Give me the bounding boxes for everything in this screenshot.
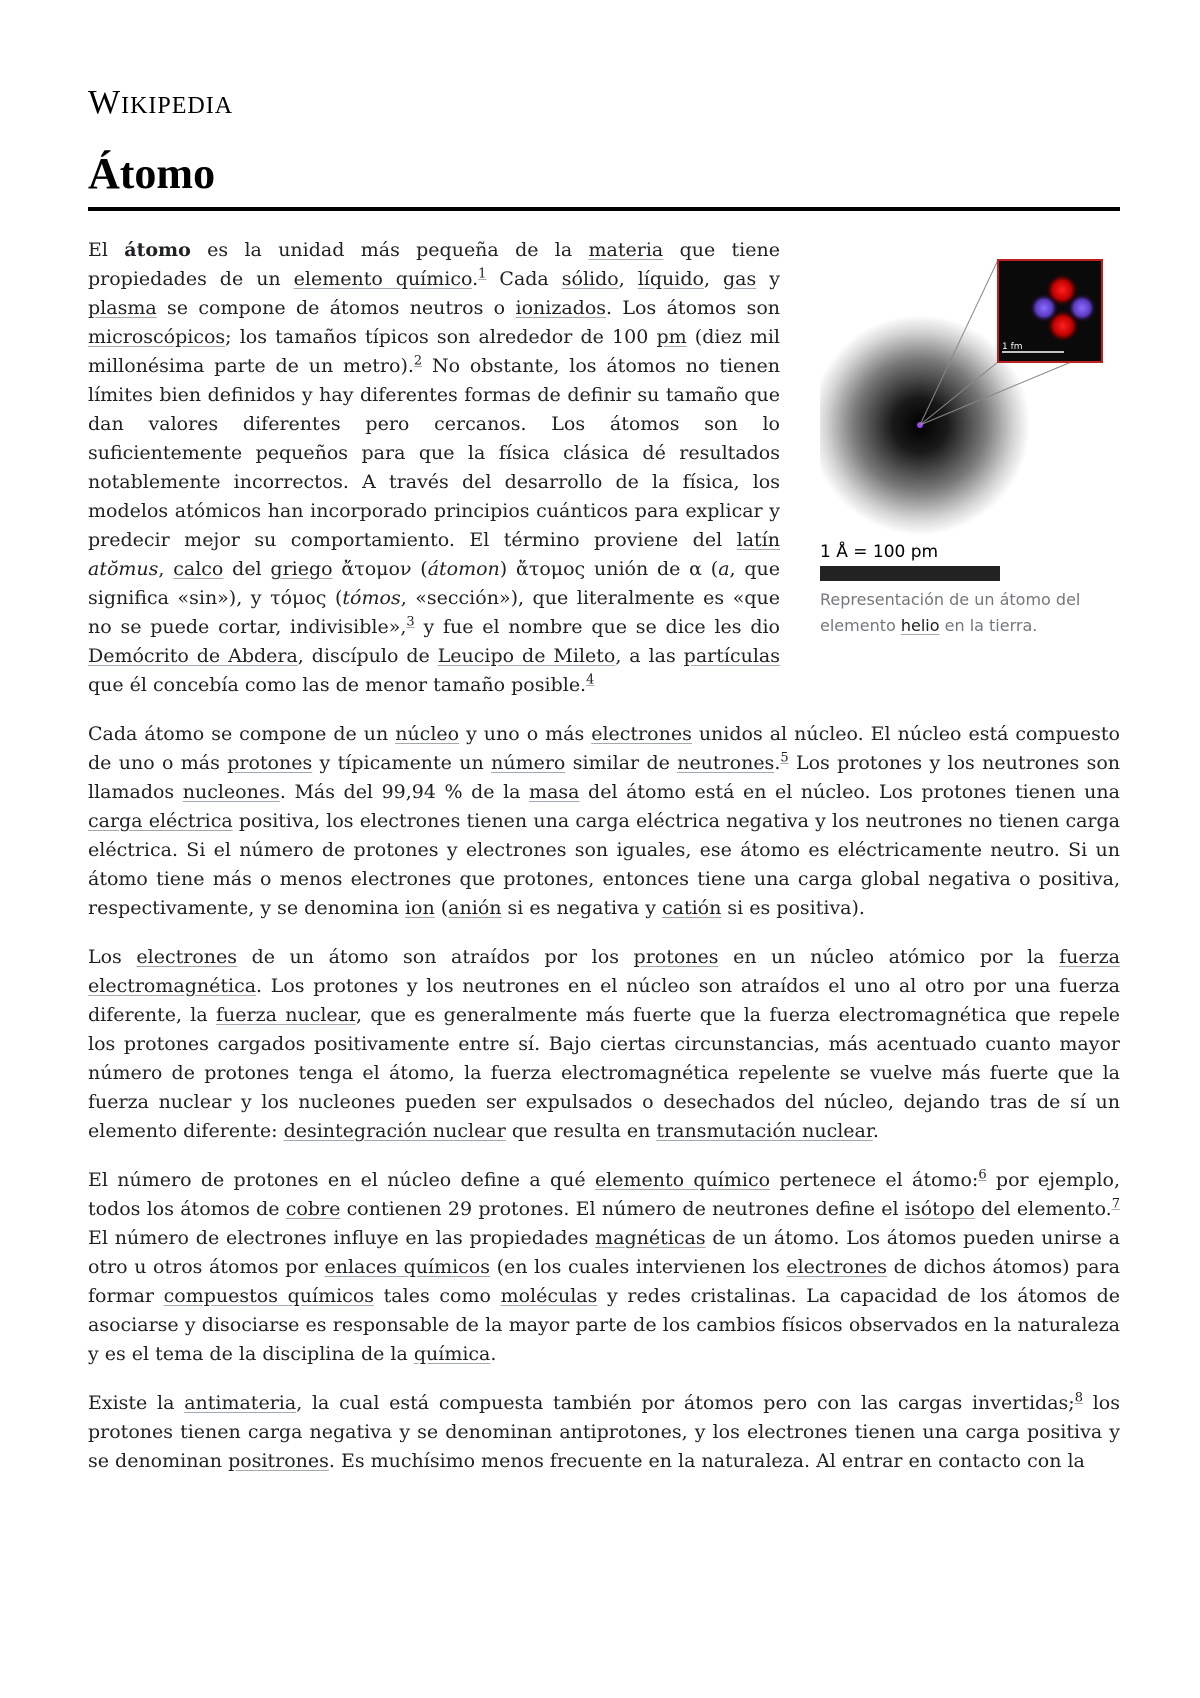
reference-link[interactable]: 3: [406, 614, 415, 630]
reference-link[interactable]: 2: [413, 353, 423, 369]
text-run: Existe la: [88, 1392, 185, 1414]
article-link[interactable]: transmutación nuclear: [656, 1120, 873, 1142]
text-run: si es negativa y: [501, 897, 662, 919]
reference-link[interactable]: 5: [780, 750, 789, 766]
italic-term: tómos: [342, 587, 401, 609]
article-link[interactable]: ion: [404, 897, 435, 919]
text-run: del: [223, 558, 271, 580]
text-run: similar de: [565, 752, 678, 774]
neutron: [1068, 294, 1096, 322]
article-link[interactable]: Demócrito de Abdera: [88, 645, 298, 667]
text-run: No obstante, los átomos no tienen límites bien definidos y hay diferentes formas de definir su tamaño que dan valores diferentes pero cercanos. Los átomos son lo suficientemente pequeños para que la física clásica dé resultados notablemente incorrectos. A través del desarrollo de la física, los modelos atómicos han incorporado principios cuánticos para explicar y predecir mejor su comportamiento. El término proviene del: [88, 355, 780, 551]
article-link[interactable]: griego: [270, 558, 333, 580]
article-link[interactable]: microscópicos: [88, 326, 226, 348]
article-link[interactable]: nucleones: [182, 781, 280, 803]
article-link[interactable]: neutrones: [677, 752, 775, 774]
atom-illustration: [820, 240, 1120, 540]
article-link[interactable]: isótopo: [904, 1198, 975, 1220]
article-link[interactable]: plasma: [88, 297, 157, 319]
text-run: positiva, los electrones tienen una carga eléctrica negativa y los neutrones no tienen carga eléctrica. Si el número de protones y electrones son iguales, ese átomo es eléctricamente neutro. Si un átomo tiene más o menos electrones que protones, entonces tiene una carga global negativa o positiva, respectivamente, y se denomina: [88, 810, 1120, 919]
text-run: . Más del 99,94 % de la: [279, 781, 530, 803]
article-link[interactable]: antimateria: [184, 1392, 297, 1414]
article-link[interactable]: anión: [448, 897, 502, 919]
text-run: tales como: [374, 1285, 501, 1307]
bold-term: átomo: [124, 239, 191, 261]
text-run: que él concebía como las de menor tamaño posible.: [88, 674, 587, 696]
text-run: ,: [618, 268, 638, 290]
text-run: del átomo está en el núcleo. Los protones tienen una: [579, 781, 1120, 803]
caption-text: Representación de un átomo del elemento: [820, 590, 1081, 635]
text-run: del elemento.: [974, 1198, 1112, 1220]
article-link[interactable]: magnéticas: [595, 1227, 706, 1249]
italic-term: atŏmus: [88, 558, 159, 580]
text-run: si es positiva).: [721, 897, 865, 919]
article-link[interactable]: fuerza nuclear: [216, 1004, 356, 1026]
article-link[interactable]: electrones: [591, 723, 692, 745]
text-run: . Es muchísimo menos frecuente en la naturaleza. Al entrar en contacto con la: [328, 1450, 1085, 1472]
text-run: , que significa «sin»), y τόμος (: [88, 558, 780, 609]
article-link[interactable]: líquido: [637, 268, 704, 290]
text-run: ,: [158, 558, 174, 580]
text-run: El número de protones en el núcleo define a qué: [88, 1169, 595, 1191]
text-run: ,: [703, 268, 723, 290]
text-run: de un átomo. Los átomos pueden unirse a otro u otros átomos por: [88, 1227, 1121, 1278]
paragraph-elements: [88, 1166, 1120, 1369]
article-link[interactable]: positrones: [228, 1450, 329, 1472]
text-run: , que es generalmente más fuerte que la fuerza electromagnética que repele los protones cargados positivamente entre sí. Bajo ciertas circunstancias, más acentuado cuanto mayor número de protones tenga el átomo, la fuerza electromagnética repelente se vuelve más fuerte que la fuerza nuclear y los nucleones pueden ser expulsados o desechados del núcleo, dejando tras de sí un elemento diferente:: [88, 1004, 1120, 1142]
article-link[interactable]: enlaces químicos: [324, 1256, 490, 1278]
caption-link-helio[interactable]: helio: [900, 616, 940, 635]
text-run: , discípulo de: [297, 645, 438, 667]
article-link[interactable]: desintegración nuclear: [283, 1120, 506, 1142]
article-content: [88, 236, 1120, 1496]
article-link[interactable]: pm: [656, 326, 687, 348]
text-run: .: [472, 268, 479, 290]
text-run: que resulta en: [505, 1120, 657, 1142]
article-link[interactable]: materia: [588, 239, 664, 261]
article-link[interactable]: núcleo: [395, 723, 460, 745]
scale-bar: [820, 566, 1000, 581]
text-run: ; los tamaños típicos son alrededor de 100: [225, 326, 657, 348]
article-link[interactable]: electrones: [136, 946, 237, 968]
paragraph-forces: [88, 943, 1120, 1146]
inset-scale-label: 1 fm: [1002, 342, 1023, 352]
article-link[interactable]: latín: [736, 529, 780, 551]
article-link[interactable]: Leucipo de Mileto: [437, 645, 616, 667]
text-run: Los protones y los neutrones son llamados: [88, 752, 1121, 803]
infobox: [820, 240, 1120, 639]
text-run: , «sección»), que literalmente es «que no se puede cortar, indivisible»,: [88, 587, 780, 638]
article-link[interactable]: partículas: [683, 645, 780, 667]
text-run: en un núcleo atómico por la: [718, 946, 1060, 968]
atom-image[interactable]: [820, 240, 1120, 540]
text-run: (diez mil millonésima parte de un metro).: [88, 326, 781, 377]
text-run: de dichos átomos) para formar: [88, 1256, 1120, 1307]
article-link[interactable]: calco: [173, 558, 224, 580]
text-run: ἄτομον (: [332, 558, 428, 580]
article-link[interactable]: protones: [227, 752, 313, 774]
article-link[interactable]: cobre: [285, 1198, 341, 1220]
text-run: es la unidad más pequeña de la: [190, 239, 589, 261]
caption-text: en la tierra.: [939, 616, 1038, 635]
scale-label: 1 Å = 100 pm: [820, 542, 939, 562]
article-link[interactable]: catión: [662, 897, 722, 919]
text-run: ) ἄτομος unión de α (: [499, 558, 719, 580]
reference-link[interactable]: 4: [586, 672, 595, 688]
text-run: que tiene propiedades de un: [88, 239, 780, 290]
text-run: , a las: [615, 645, 684, 667]
text-run: .: [774, 752, 781, 774]
text-run: (en los cuales intervienen los: [490, 1256, 787, 1278]
article-link[interactable]: protones: [633, 946, 719, 968]
text-run: de un átomo son atraídos por los: [237, 946, 634, 968]
text-run: (: [434, 897, 449, 919]
page-title: Átomo: [88, 149, 216, 198]
text-run: por ejemplo, todos los átomos de: [88, 1169, 1121, 1220]
text-run: y redes cristalinas. La capacidad de los átomos de asociarse y disociarse es responsable de la mayor parte de los cambios físicos observados en la naturaleza y es el tema de la disciplina de la: [88, 1285, 1120, 1365]
article-link[interactable]: ionizados: [515, 297, 607, 319]
article-link[interactable]: sólido: [561, 268, 619, 290]
text-run: y uno o más: [459, 723, 592, 745]
text-run: El número de electrones influye en las propiedades: [88, 1227, 596, 1249]
text-run: pertenece el átomo:: [770, 1169, 979, 1191]
paragraph-composition: [88, 720, 1120, 923]
article-link[interactable]: masa: [529, 781, 580, 803]
article-link[interactable]: número: [491, 752, 566, 774]
wikipedia-wordmark[interactable]: Wikipedia: [88, 84, 234, 121]
article-link[interactable]: carga eléctrica: [88, 810, 233, 832]
article-link[interactable]: elemento químico: [594, 1169, 771, 1191]
article-link[interactable]: elemento químico: [293, 268, 473, 290]
text-run: Los: [88, 946, 137, 968]
article-link[interactable]: fuerza electromagnética: [88, 946, 1120, 997]
text-run: contienen 29 protones. El número de neutrones define el: [340, 1198, 905, 1220]
article-link[interactable]: química: [413, 1343, 491, 1365]
text-run: Cada átomo se compone de un: [88, 723, 396, 745]
italic-term: átomon: [427, 558, 500, 580]
text-run: y fue el nombre que se dice les dio: [414, 616, 780, 638]
text-run: . Los protones y los neutrones en el núcleo son atraídos el uno al otro por una fuerza diferente, la: [88, 975, 1120, 1026]
reference-link[interactable]: 7: [1111, 1196, 1120, 1212]
title-divider: [88, 207, 1120, 211]
text-run: y: [756, 268, 780, 290]
image-caption: [820, 587, 1120, 639]
text-run: .: [872, 1120, 879, 1142]
article-link[interactable]: gas: [723, 268, 757, 290]
paragraph-antimatter: [88, 1389, 1120, 1476]
text-run: Cada: [486, 268, 562, 290]
text-run: y típicamente un: [312, 752, 492, 774]
text-run: los protones tienen carga negativa y se denominan antiprotones, y los electrones tienen una carga positiva y se denominan: [88, 1392, 1120, 1472]
text-run: unidos al núcleo. El núcleo está compuesto de uno o más: [88, 723, 1120, 774]
italic-term: a: [718, 558, 730, 580]
neutron: [1030, 294, 1058, 322]
article-link[interactable]: electrones: [786, 1256, 887, 1278]
reference-link[interactable]: 6: [978, 1167, 987, 1183]
article-link[interactable]: compuestos químicos: [163, 1285, 375, 1307]
text-run: El: [88, 239, 125, 261]
text-run: . Los átomos son: [606, 297, 781, 319]
text-run: .: [490, 1343, 497, 1365]
text-run: se compone de átomos neutros o: [156, 297, 516, 319]
text-run: , la cual está compuesta también por átomos pero con las cargas invertidas;: [296, 1392, 1075, 1414]
reference-link[interactable]: 8: [1074, 1390, 1083, 1406]
article-link[interactable]: moléculas: [500, 1285, 598, 1307]
reference-link[interactable]: 1: [478, 266, 487, 282]
